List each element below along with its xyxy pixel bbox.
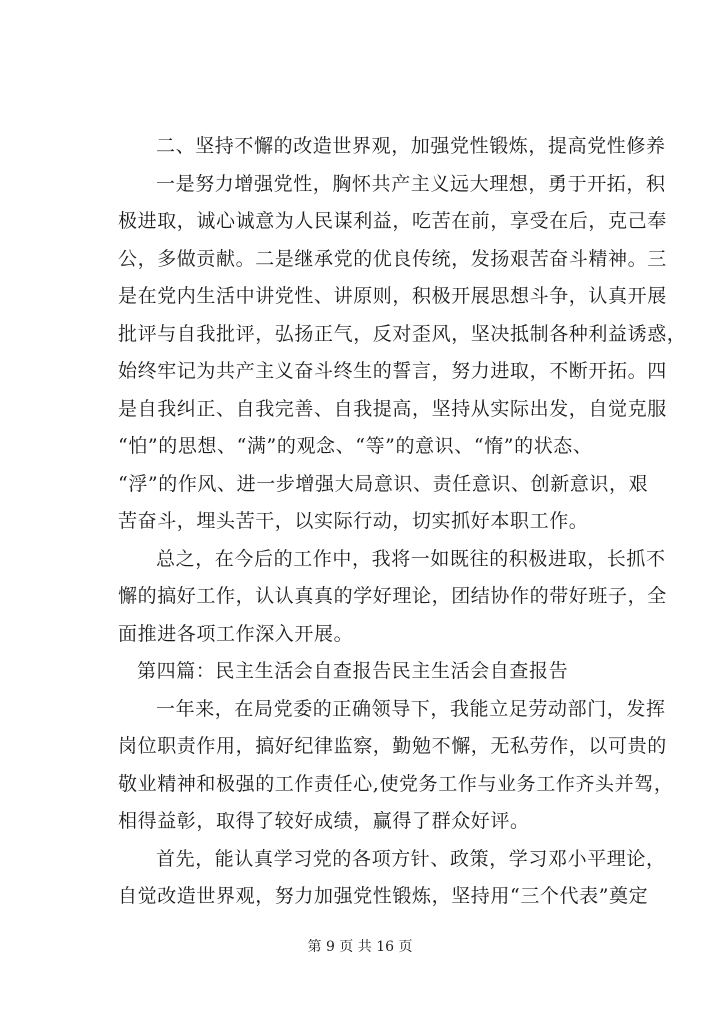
- document-body: [118, 128, 687, 916]
- section-heading: 第四篇：民主生活会自查报告民主生活会自查报告: [137, 660, 569, 682]
- text-line: 一是努力增强党性，胸怀共产主义远大理想，勇于开拓，积: [156, 172, 666, 195]
- text-line: 始终牢记为共产主义奋斗终生的誓言，努力进取，不断开拓。四: [118, 360, 667, 382]
- text-line: 相得益彰，取得了较好成绩，赢得了群众好评。: [118, 810, 530, 832]
- text-line: 苦奋斗，埋头苦干，以实际行动，切实抓好本职工作。: [118, 510, 589, 532]
- text-line: 是自我纠正、自我完善、自我提高，坚持从实际出发，自觉克服: [118, 397, 667, 420]
- text-line: 岗位职责作用，搞好纪律监察，勤勉不懈，无私劳作，以可贵的: [118, 735, 667, 757]
- text-line: 总之，在今后的工作中，我将一如既往的积极进取，长抓不: [156, 547, 666, 570]
- text-line: 一年来，在局党委的正确领导下，我能立足劳动部门，发挥: [156, 697, 666, 720]
- page-number-footer: 第 9 页 共 16 页: [307, 939, 413, 955]
- text-line: 敬业精神和极强的工作责任心,使党务工作与业务工作齐头并驾，: [118, 772, 674, 795]
- text-line: “浮”的作风、进一步增强大局意识、责任意识、创新意识，艰: [118, 472, 649, 495]
- text-line: 二、坚持不懈的改造世界观，加强党性锻炼，提高党性修养: [156, 135, 666, 157]
- text-line: “怕”的思想、“满”的观念、“等”的意识、“惰”的状态、: [118, 435, 593, 457]
- text-line: 极进取，诚心诚意为人民谋利益，吃苦在前，享受在后，克己奉: [118, 210, 667, 232]
- text-line: 自觉改造世界观，努力加强党性锻炼，坚持用“三个代表”奠定: [118, 885, 649, 907]
- text-line: 首先，能认真学习党的各项方针、政策，学习邓小平理论，: [156, 847, 666, 870]
- text-line: 懈的搞好工作，认认真真的学好理论，团结协作的带好班子，全: [118, 585, 667, 607]
- text-line: 面推进各项工作深入开展。: [118, 622, 354, 645]
- text-line: 是在党内生活中讲党性、讲原则，积极开展思想斗争，认真开展: [118, 285, 667, 307]
- text-line: 批评与自我批评，弘扬正气，反对歪风，坚决抵制各种利益诱惑，: [118, 322, 687, 345]
- text-line: 公，多做贡献。二是继承党的优良传统，发扬艰苦奋斗精神。三: [118, 247, 667, 270]
